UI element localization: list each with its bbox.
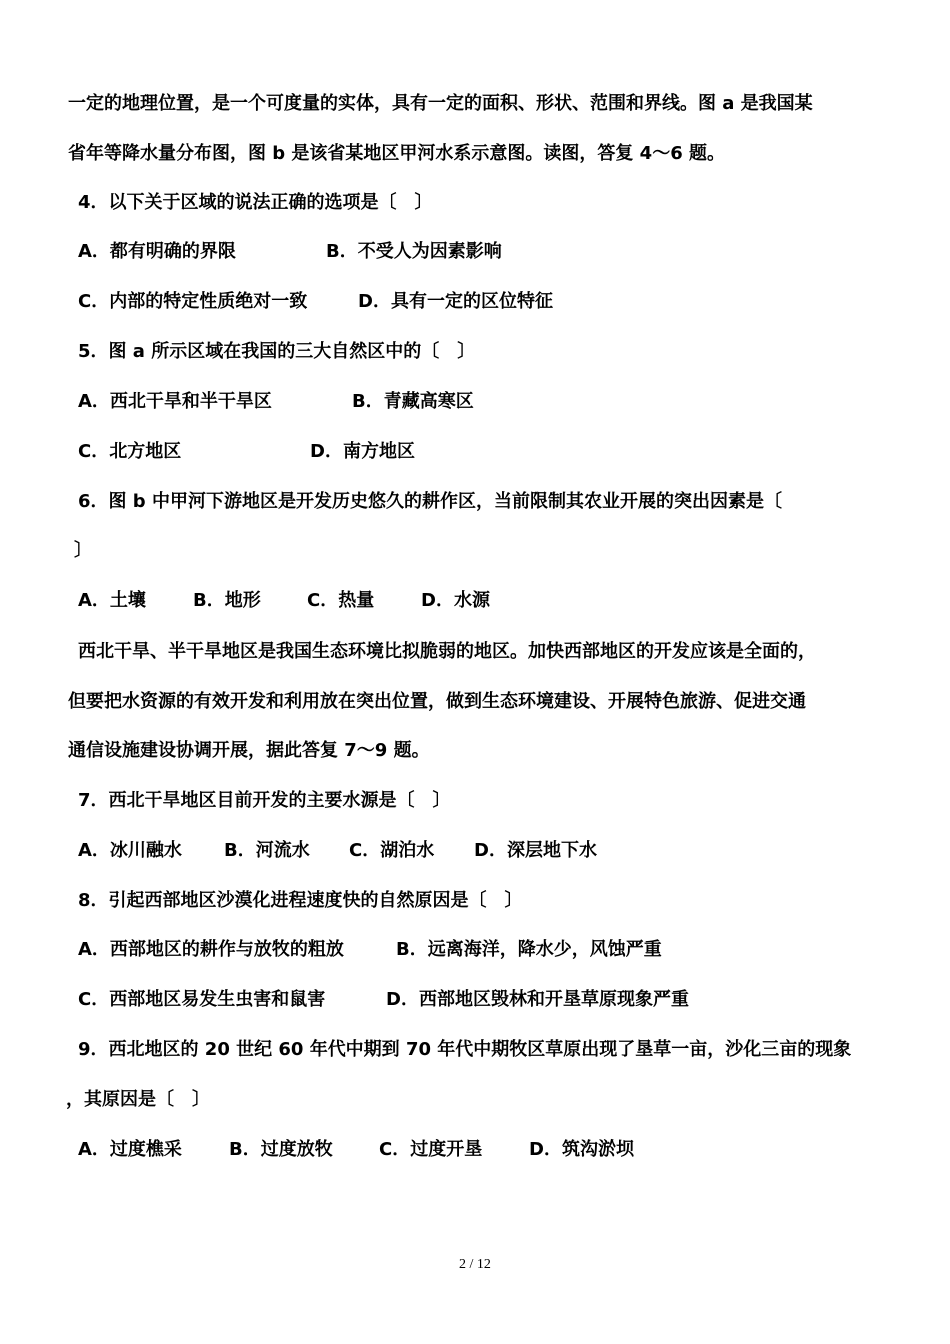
question-9-stem-line-2: ，其原因是〔 〕 [66,1089,210,1110]
question-4-option-c: C．内部的特定性质绝对一致 [78,291,308,312]
passage-2-line-1: 西北干旱、半干旱地区是我国生态环境比拟脆弱的地区。加快西部地区的开发应该是全面的， [78,641,816,662]
question-7-options-row [0,839,950,863]
question-6-option-d: D．水源 [421,590,490,611]
passage-1-line-2: 省年等降水量分布图，图 b 是该省某地区甲河水系示意图。读图，答复 4～6 题。 [68,143,725,164]
question-9-stem-line-1: 9．西北地区的 20 世纪 60 年代中期到 70 年代中期牧区草原出现了垦草一亩，沙化三亩的现象 [78,1039,852,1060]
question-5-option-b: B．青藏高寒区 [352,391,474,412]
question-5-stem: 5．图 a 所示区域在我国的三大自然区中的〔 〕 [78,341,476,362]
question-5-options-row-2 [0,440,950,464]
question-6-stem-line-1: 6．图 b 中甲河下游地区是开发历史悠久的耕作区，当前限制其农业开展的突出因素是〔 [78,491,782,512]
question-8-option-b: B．远离海洋，降水少，风蚀严重 [396,939,662,960]
question-4-option-b: B．不受人为因素影响 [326,241,502,262]
question-8-options-row-2 [0,988,950,1012]
question-6-option-b: B．地形 [193,590,261,611]
question-5-option-d: D．南方地区 [310,441,415,462]
question-4-options-row-2 [0,290,950,314]
question-7-option-a: A．冰川融水 [78,840,182,861]
passage-2-line-3: 通信设施建设协调开展，据此答复 7～9 题。 [68,740,430,761]
question-9-option-a: A．过度樵采 [78,1139,182,1160]
question-8-options-row-1 [0,938,950,962]
question-6-option-a: A．土壤 [78,590,146,611]
question-9-options-row [0,1138,950,1162]
question-6-stem-line-2: 〕 [74,540,92,561]
question-6-options-row [0,589,950,613]
question-5-option-a: A．西北干旱和半干旱区 [78,391,272,412]
question-4-stem: 4．以下关于区域的说法正确的选项是〔 〕 [78,192,433,213]
question-7-option-b: B．河流水 [224,840,310,861]
question-8-stem: 8．引起西部地区沙漠化进程速度快的自然原因是〔 〕 [78,890,523,911]
question-8-option-c: C．西部地区易发生虫害和鼠害 [78,989,326,1010]
question-5-options-row-1 [0,390,950,414]
question-7-option-c: C．湖泊水 [349,840,435,861]
question-8-option-a: A．西部地区的耕作与放牧的粗放 [78,939,344,960]
question-9-option-d: D．筑沟淤坝 [529,1139,634,1160]
passage-1-line-1: 一定的地理位置，是一个可度量的实体，具有一定的面积、形状、范围和界线。图 a 是我国某 [68,93,813,114]
question-7-option-d: D．深层地下水 [474,840,597,861]
passage-2-line-2: 但要把水资源的有效开发和利用放在突出位置，做到生态环境建设、开展特色旅游、促进交通 [68,691,806,712]
question-4-option-a: A．都有明确的界限 [78,241,236,262]
page-number: 2 / 12 [459,1257,491,1272]
question-8-option-d: D．西部地区毁林和开垦草原现象严重 [386,989,689,1010]
question-6-option-c: C．热量 [307,590,375,611]
question-7-stem: 7．西北干旱地区目前开发的主要水源是〔 〕 [78,790,451,811]
question-4-option-d: D．具有一定的区位特征 [358,291,553,312]
question-9-option-b: B．过度放牧 [229,1139,333,1160]
question-9-option-c: C．过度开垦 [379,1139,483,1160]
question-4-options-row-1 [0,240,950,264]
question-5-option-c: C．北方地区 [78,441,182,462]
